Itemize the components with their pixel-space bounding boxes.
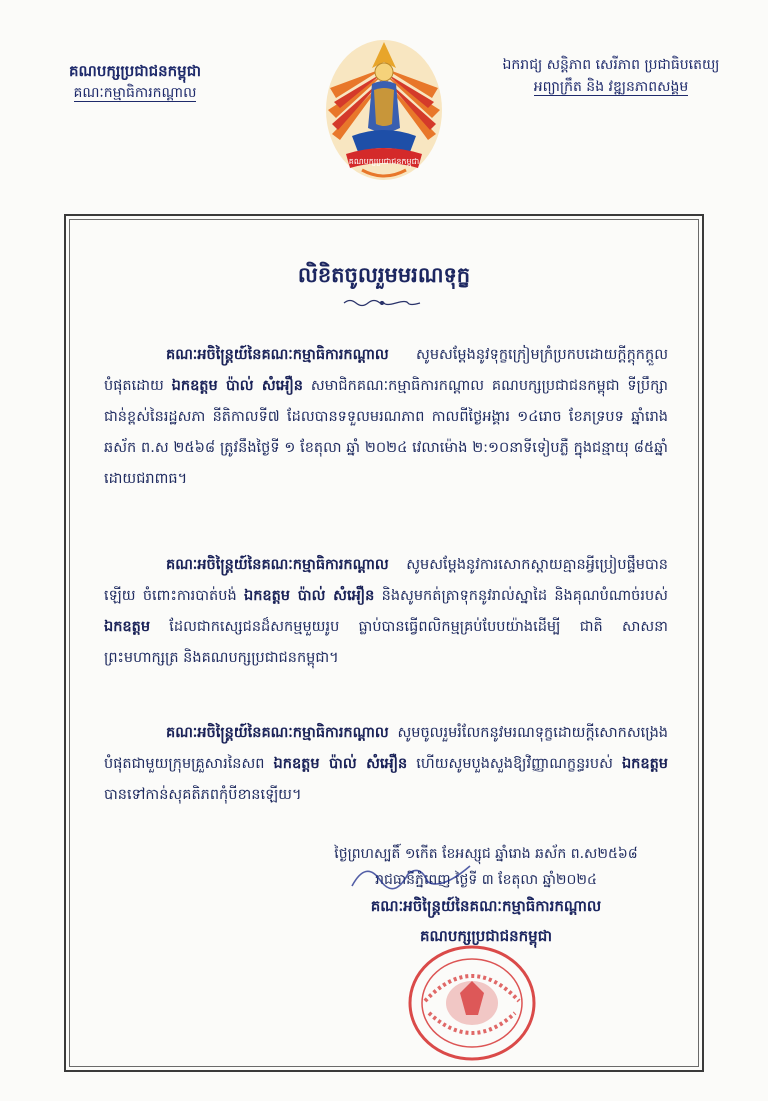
paragraph-2: គណៈអចិន្ត្រៃយ៍នៃគណៈកម្មាធិការកណ្ដាល សូមសម្ដែងនូវការសោកស្ដាយគ្មានអ្វីប្រៀបផ្ទឹមបានឡើយ ចំពោះការបាត់បង់ ឯកឧត្តម ប៉ាល់ សំអឿន និងសូមកត់ត្រាទុកនូវរាល់ស្នាដៃ និងគុណបំណាច់របស់ ឯកឧត្តម ដែលជាកស្សេជនដ៏សកម្មមួយរូប ធ្លាប់បានធ្វើពលិកម្មគ្រប់បែបយ៉ាងដើម្បី ជាតិ សាសនា ព្រះមហាក្សត្រ និងគណបក្សប្រជាជនកម្ពុជា។ xyxy=(104,557,668,666)
solar-date: រាជធានីភ្នំពេញ ថ្ងៃទី ៣ ខែតុលា ឆ្នាំ២០២៤ xyxy=(375,872,597,888)
deceased-name: ឯកឧត្តម ប៉ាល់ សំអឿន xyxy=(243,588,375,604)
paragraph-2-lead: គណៈអចិន្ត្រៃយ៍នៃគណៈកម្មាធិការកណ្ដាល xyxy=(166,557,389,573)
deceased-name: ឯកឧត្តម ប៉ាល់ សំអឿន xyxy=(171,378,303,394)
document-frame xyxy=(64,214,704,1072)
paragraph-1: គណៈអចិន្ត្រៃយ៍នៃគណៈកម្មាធិការកណ្ដាល សូមសម្ដែងនូវទុក្ខក្រៀមក្រំប្រកបដោយក្ដីក្ដុកក្ដួលបំផុតដោយ ឯកឧត្តម ប៉ាល់ សំអឿន សមាជិកគណៈកម្មាធិការកណ្ដាល គណបក្សប្រជាជនកម្ពុជា ទីប្រឹក្សាជាន់ខ្ពស់នៃរដ្ឋសភា នីតិកាលទី៧ ដែលបានទទួលមរណភាព កាលពីថ្ងៃអង្គារ ១៤រោច ខែភទ្របទ ឆ្នាំរោង ឆស័ក ព.ស ២៥៦៨ ត្រូវនឹងថ្ងៃទី ១ ខែតុលា ឆ្នាំ ២០២៤ វេលាម៉ោង ២:១០នាទីទៀបភ្លឺ ក្នុងជន្មាយុ ៨៥ឆ្នាំ ដោយជរាពាធ។ xyxy=(104,347,668,487)
paragraph-3: គណៈអចិន្ត្រៃយ៍នៃគណៈកម្មាធិការកណ្ដាល សូមចូលរួមរំលែកនូវមរណទុក្ខដោយក្ដីសោកសង្រេងបំផុតជាមួយក្រុមគ្រួសារនៃសព ឯកឧត្តម ប៉ាល់ សំអឿន ហើយសូមបួងសួងឱ្យវិញ្ញាណក្ខន្ធរបស់ ឯកឧត្តម បានទៅកាន់សុគតិភពកុំបីខានឡើយ។ xyxy=(104,725,668,803)
party-logo xyxy=(322,28,446,188)
kingdom-motto-2: អព្យាក្រឹត និង វឌ្ឍនភាពសង្គម xyxy=(533,79,689,95)
signature-icon xyxy=(346,856,476,896)
paragraph-1-lead: គណៈអចិន្ត្រៃយ៍នៃគណៈកម្មាធិការកណ្ដាល xyxy=(166,347,389,363)
party-header-left xyxy=(30,60,240,104)
kingdom-motto: ឯករាជ្យ សន្តិភាព សេរីភាព ប្រជាធិបតេយ្យ xyxy=(502,57,720,73)
committee-name: គណៈកម្មាធិការកណ្ដាល xyxy=(73,85,197,101)
party-seal-icon xyxy=(405,941,539,1065)
deceased-name: ឯកឧត្តម ប៉ាល់ សំអឿន xyxy=(273,756,408,772)
signatory-party: គណបក្សប្រជាជនកម្ពុជា xyxy=(420,927,552,945)
document-title: លិខិតចូលរួមមរណទុក្ខ xyxy=(297,263,471,287)
paragraph-3-lead: គណៈអចិន្ត្រៃយ៍នៃគណៈកម្មាធិការកណ្ដាល xyxy=(166,725,389,741)
lunar-date: ថ្ងៃព្រហស្បតិ៍ ១កើត ខែអស្សុជ ឆ្នាំរោង ឆស័ក ព.ស២៥៦៨ xyxy=(334,846,638,862)
party-name: គណបក្សប្រជាជនកម្ពុជា xyxy=(69,62,201,80)
signatory-committee: គណៈអចិន្ត្រៃយ៍នៃគណៈកម្មាធិការកណ្ដាល xyxy=(370,897,602,915)
title-ornament-icon xyxy=(342,298,422,308)
kingdom-header-right xyxy=(470,54,752,98)
logo-caption: គណបក្សប្រជាជនកម្ពុជា xyxy=(348,157,420,166)
